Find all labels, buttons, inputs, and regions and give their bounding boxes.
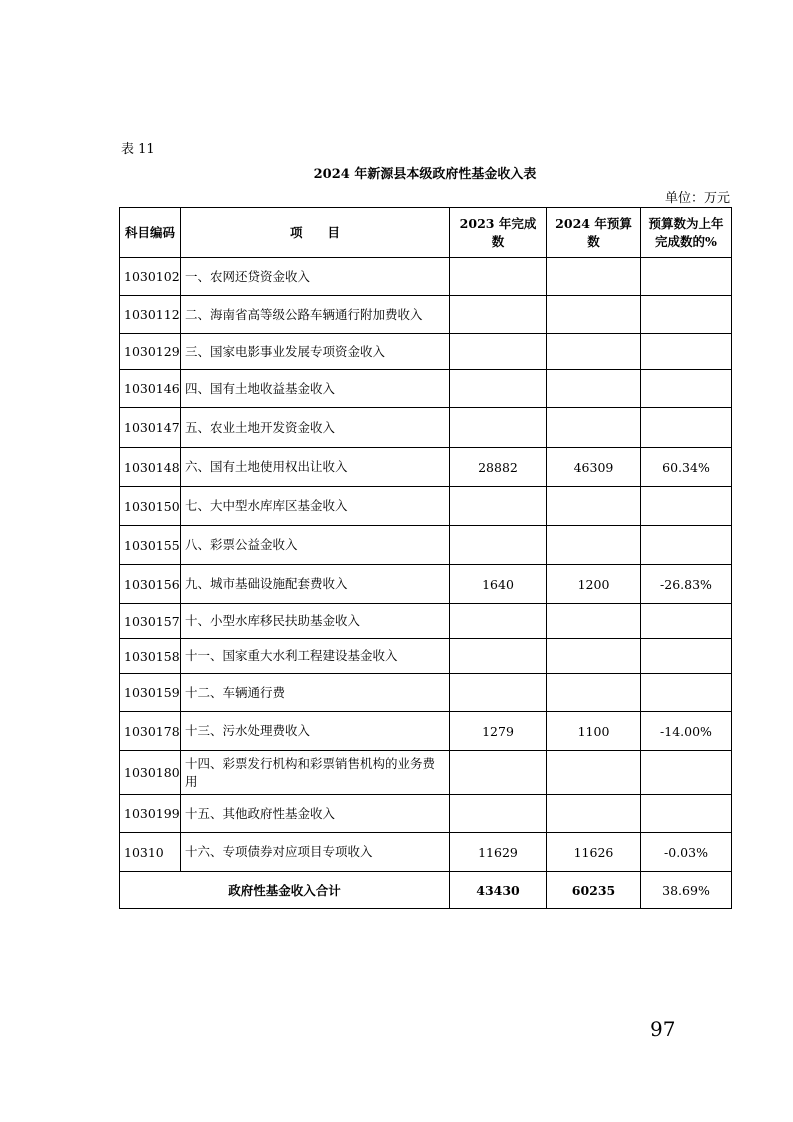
row-code: 10310 [120, 833, 181, 872]
row-ratio-value [641, 408, 732, 448]
row-item-name: 六、国有土地使用权出让收入 [181, 448, 450, 487]
total-ratio: 38.69% [641, 872, 732, 909]
table-row [120, 487, 732, 526]
row-ratio-value [641, 639, 732, 674]
page-number: 97 [650, 1017, 676, 1041]
page-title: 2024 年新源县本级政府性基金收入表 [313, 167, 537, 182]
header-2023: 2023 年完成数 [450, 208, 547, 258]
total-row [120, 872, 732, 909]
row-code: 1030159 [120, 674, 181, 712]
table-row [120, 833, 732, 872]
row-2023-value [450, 795, 547, 833]
row-ratio-value [641, 334, 732, 370]
row-item-name: 二、海南省高等级公路车辆通行附加费收入 [181, 296, 450, 334]
row-2023-value [450, 604, 547, 639]
row-ratio-value [641, 674, 732, 712]
fund-revenue-table [119, 207, 732, 909]
row-ratio-value [641, 751, 732, 795]
table-row [120, 795, 732, 833]
table-row [120, 639, 732, 674]
row-code: 1030158 [120, 639, 181, 674]
row-code: 1030129 [120, 334, 181, 370]
header-code: 科目编码 [120, 208, 181, 258]
row-2024-value [547, 487, 641, 526]
row-item-name: 十一、国家重大水利工程建设基金收入 [181, 639, 450, 674]
row-code: 1030199 [120, 795, 181, 833]
row-item-name: 十五、其他政府性基金收入 [181, 795, 450, 833]
row-ratio-value [641, 296, 732, 334]
unit-label: 单位：万元 [664, 191, 730, 206]
row-2023-value [450, 751, 547, 795]
header-ratio: 预算数为上年完成数的% [641, 208, 732, 258]
row-code: 1030147 [120, 408, 181, 448]
row-2024-value: 1200 [547, 565, 641, 604]
row-item-name: 三、国家电影事业发展专项资金收入 [181, 334, 450, 370]
row-2023-value: 28882 [450, 448, 547, 487]
row-item-name: 十三、污水处理费收入 [181, 712, 450, 751]
row-item-name: 十、小型水库移民扶助基金收入 [181, 604, 450, 639]
row-2024-value: 1100 [547, 712, 641, 751]
row-ratio-value: -0.03% [641, 833, 732, 872]
row-2024-value [547, 795, 641, 833]
row-2023-value [450, 487, 547, 526]
row-item-name: 十六、专项债券对应项目专项收入 [181, 833, 450, 872]
row-2024-value [547, 334, 641, 370]
table-label: 表 11 [121, 142, 155, 157]
table-row [120, 334, 732, 370]
row-item-name: 八、彩票公益金收入 [181, 526, 450, 565]
row-2024-value [547, 604, 641, 639]
row-item-name: 九、城市基础设施配套费收入 [181, 565, 450, 604]
row-2024-value [547, 526, 641, 565]
total-label: 政府性基金收入合计 [120, 872, 450, 909]
total-2023: 43430 [450, 872, 547, 909]
row-code: 1030148 [120, 448, 181, 487]
table-row [120, 448, 732, 487]
row-2023-value [450, 639, 547, 674]
row-item-name: 十四、彩票发行机构和彩票销售机构的业务费用 [181, 751, 450, 795]
row-ratio-value [641, 370, 732, 408]
row-ratio-value: -14.00% [641, 712, 732, 751]
row-2023-value: 1279 [450, 712, 547, 751]
row-2024-value [547, 751, 641, 795]
table-row [120, 296, 732, 334]
row-ratio-value [641, 795, 732, 833]
table-row [120, 370, 732, 408]
row-2024-value [547, 674, 641, 712]
table-row [120, 604, 732, 639]
row-code: 1030146 [120, 370, 181, 408]
total-2024: 60235 [547, 872, 641, 909]
row-2024-value [547, 370, 641, 408]
table-row [120, 674, 732, 712]
row-code: 1030102 [120, 258, 181, 296]
table-row [120, 526, 732, 565]
table-row [120, 565, 732, 604]
row-2024-value [547, 639, 641, 674]
row-2024-value: 46309 [547, 448, 641, 487]
row-code: 1030150 [120, 487, 181, 526]
row-item-name: 七、大中型水库库区基金收入 [181, 487, 450, 526]
row-ratio-value: -26.83% [641, 565, 732, 604]
row-2024-value [547, 408, 641, 448]
row-2024-value: 11626 [547, 833, 641, 872]
row-code: 1030112 [120, 296, 181, 334]
row-2023-value [450, 370, 547, 408]
row-2023-value [450, 334, 547, 370]
row-item-name: 十二、车辆通行费 [181, 674, 450, 712]
table-row [120, 751, 732, 795]
row-item-name: 五、农业土地开发资金收入 [181, 408, 450, 448]
row-2023-value: 11629 [450, 833, 547, 872]
row-item-name: 一、农网还贷资金收入 [181, 258, 450, 296]
table-header-row [120, 208, 732, 258]
row-ratio-value [641, 487, 732, 526]
row-2023-value [450, 258, 547, 296]
row-2023-value [450, 408, 547, 448]
row-ratio-value [641, 526, 732, 565]
header-2024: 2024 年预算数 [547, 208, 641, 258]
row-ratio-value: 60.34% [641, 448, 732, 487]
row-2023-value [450, 674, 547, 712]
row-ratio-value [641, 258, 732, 296]
row-2023-value: 1640 [450, 565, 547, 604]
row-code: 1030157 [120, 604, 181, 639]
row-code: 1030180 [120, 751, 181, 795]
table-row [120, 408, 732, 448]
row-ratio-value [641, 604, 732, 639]
row-2024-value [547, 296, 641, 334]
row-2023-value [450, 296, 547, 334]
row-code: 1030178 [120, 712, 181, 751]
row-item-name: 四、国有土地收益基金收入 [181, 370, 450, 408]
table-row [120, 258, 732, 296]
row-2023-value [450, 526, 547, 565]
header-item: 项 目 [181, 208, 450, 258]
row-code: 1030156 [120, 565, 181, 604]
row-2024-value [547, 258, 641, 296]
row-code: 1030155 [120, 526, 181, 565]
table-row [120, 712, 732, 751]
